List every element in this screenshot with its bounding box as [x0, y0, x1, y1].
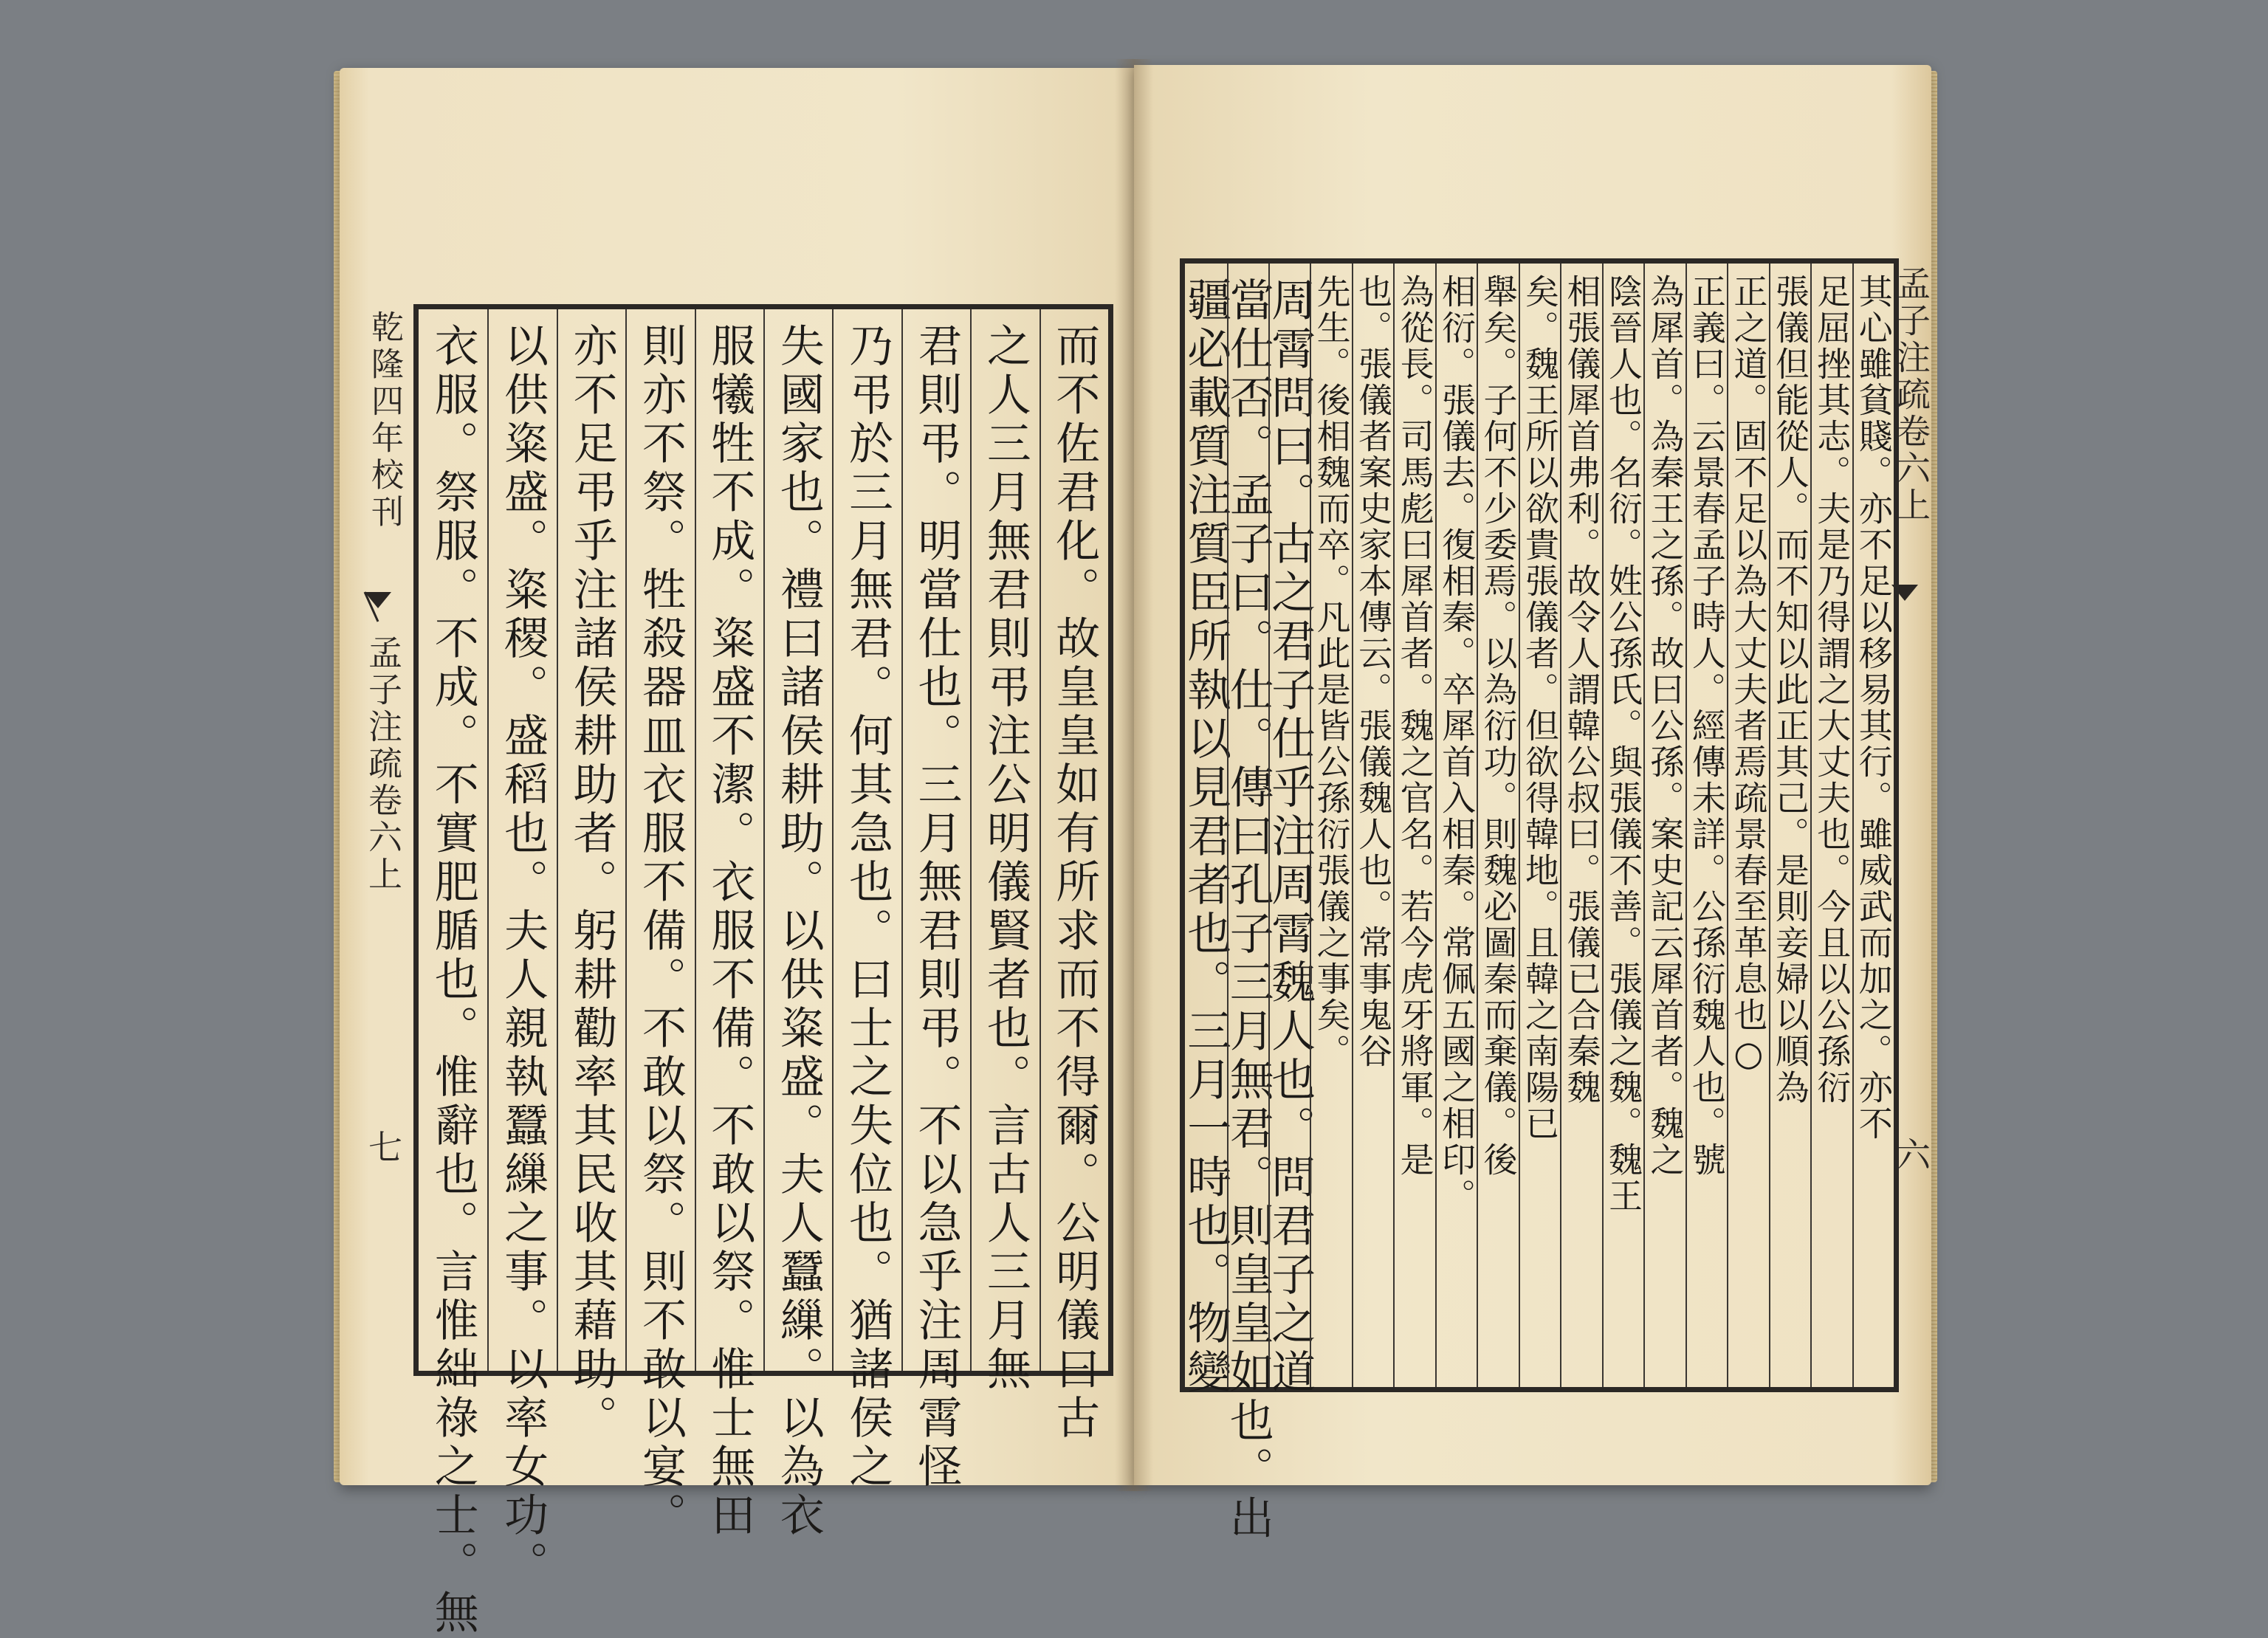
left-column — [487, 309, 556, 1589]
left-column — [419, 309, 487, 1638]
left-column-text: 乃弔於三月無君。何其急也。曰士之失位也。猶諸侯之 — [842, 323, 894, 1492]
left-column-text: 服犧牲不成。粢盛不潔。衣服不備。不敢以祭。惟士無田 — [704, 323, 756, 1541]
left-column — [557, 309, 625, 1443]
right-column — [1222, 264, 1274, 1544]
right-leaf-number: 六 — [1891, 1137, 1931, 1171]
book-title-margin: 孟子注疏卷六上 — [363, 635, 403, 893]
left-column-text: 則亦不祭。牲殺器皿衣服不備。不敢以祭。則不敢以宴。 — [634, 323, 687, 1541]
right-column-text: 周霄問曰。古之君子仕乎注周霄魏人也。問君子之道 — [1264, 277, 1316, 1397]
left-leaf-number: 七 — [363, 1129, 403, 1163]
edition-label: 乾隆四年校刊 — [365, 310, 403, 531]
right-text-frame — [1180, 258, 1899, 1544]
right-column — [1602, 264, 1643, 1387]
right-column-text: 當仕否。孟子曰。仕。傳曰孔子三月無君。則皇皇如也。出 — [1222, 277, 1274, 1544]
right-column — [1560, 264, 1601, 1387]
right-column-text: 其心雖貧賤。亦不足以移易其行。雖威武而加之。亦不 — [1853, 274, 1894, 1142]
right-column — [1435, 264, 1477, 1387]
left-column-text: 以供粢盛。粢稷。盛稻也。夫人親執蠶繅之事。以率女功。 — [497, 323, 549, 1589]
right-column — [1477, 264, 1518, 1387]
left-column-text: 亦不足弔乎注諸侯耕助者。躬耕勸率其民收其藉助。 — [566, 323, 618, 1443]
right-column — [1643, 264, 1685, 1387]
right-column-text: 正義曰。云景春孟子時人。經傳未詳。公孫衍魏人也。號 — [1686, 274, 1727, 1178]
right-column — [1769, 264, 1810, 1387]
right-column — [1810, 264, 1852, 1387]
right-column-text: 足屈挫其志。夫是乃得謂之大丈夫也。今且以公孫衍 — [1812, 274, 1852, 1106]
book-gutter — [1115, 59, 1153, 1491]
right-column — [1852, 264, 1894, 1387]
right-column-text: 相衍。張儀去。復相秦。卒犀首入相秦。常佩五國之相印。 — [1437, 274, 1477, 1214]
right-column-text: 正之道。固不足以為大丈夫者焉疏景春至革息也○ — [1728, 274, 1769, 1076]
right-column-text: 相張儀犀首弗利。故令人謂韓公叔曰。張儀已合秦魏 — [1561, 274, 1602, 1106]
left-column-text: 衣服。祭服。不成。不實肥腯也。惟辭也。言惟絀祿之士。無 — [427, 323, 479, 1638]
right-column — [1393, 264, 1434, 1387]
right-column — [1352, 264, 1393, 1387]
left-column-text: 之人三月無君則弔注公明儀賢者也。言古人三月無 — [979, 323, 1031, 1394]
left-column — [625, 309, 694, 1541]
right-header: 孟子注疏卷六上 — [1891, 266, 1931, 524]
left-column — [970, 309, 1039, 1394]
right-column — [1519, 264, 1560, 1387]
left-column-text: 失國家也。禮曰諸侯耕助。以供粢盛。夫人蠶繅。以為衣 — [772, 323, 825, 1541]
right-column-text: 矣。魏王所以欲貴張儀者。但欲得韓地。且韓之南陽已 — [1520, 274, 1561, 1142]
right-column-text: 舉矣。子何不少委焉。以為衍功。則魏必圖秦而棄儀。後 — [1478, 274, 1519, 1178]
right-column-text: 陰晉人也。名衍。姓公孫氏。與張儀不善。張儀之魏。魏王 — [1603, 274, 1643, 1214]
right-column — [1727, 264, 1768, 1387]
right-column-text: 疆必載質注質臣所執以見君者也。三月一時也。物變 — [1180, 277, 1232, 1397]
left-column — [763, 309, 832, 1541]
right-column-text: 張儀但能從人。而不知以此正其己。是則妾婦以順為 — [1770, 274, 1810, 1106]
right-column-text: 為從長。司馬彪曰犀首者。魏之官名。若今虎牙將軍。是 — [1395, 274, 1435, 1178]
left-text-frame — [413, 304, 1113, 1638]
left-column — [832, 309, 901, 1492]
left-column-text: 君則弔。明當仕也。三月無君則弔。不以急乎注周霄怪 — [910, 323, 963, 1492]
right-column — [1685, 264, 1727, 1387]
left-column-text: 而不佐君化。故皇皇如有所求而不得爾。公明儀曰古 — [1048, 323, 1101, 1443]
right-columns — [1180, 264, 1894, 1544]
left-columns — [419, 309, 1108, 1638]
fish-tail-mark — [363, 591, 393, 623]
right-column — [1310, 264, 1351, 1387]
right-column-text: 先生。後相魏而卒。凡此是皆公孫衍張儀之事矣。 — [1311, 274, 1352, 1070]
left-column — [1040, 309, 1108, 1443]
right-column-text: 為犀首。為秦王之孫。故曰公孫。案史記云犀首者。魏之 — [1645, 274, 1685, 1178]
right-column — [1264, 264, 1316, 1397]
right-column-text: 也。張儀者案史家本傳云。張儀魏人也。常事鬼谷 — [1353, 274, 1394, 1070]
right-column — [1180, 264, 1232, 1397]
left-column — [901, 309, 970, 1492]
left-column — [695, 309, 763, 1541]
